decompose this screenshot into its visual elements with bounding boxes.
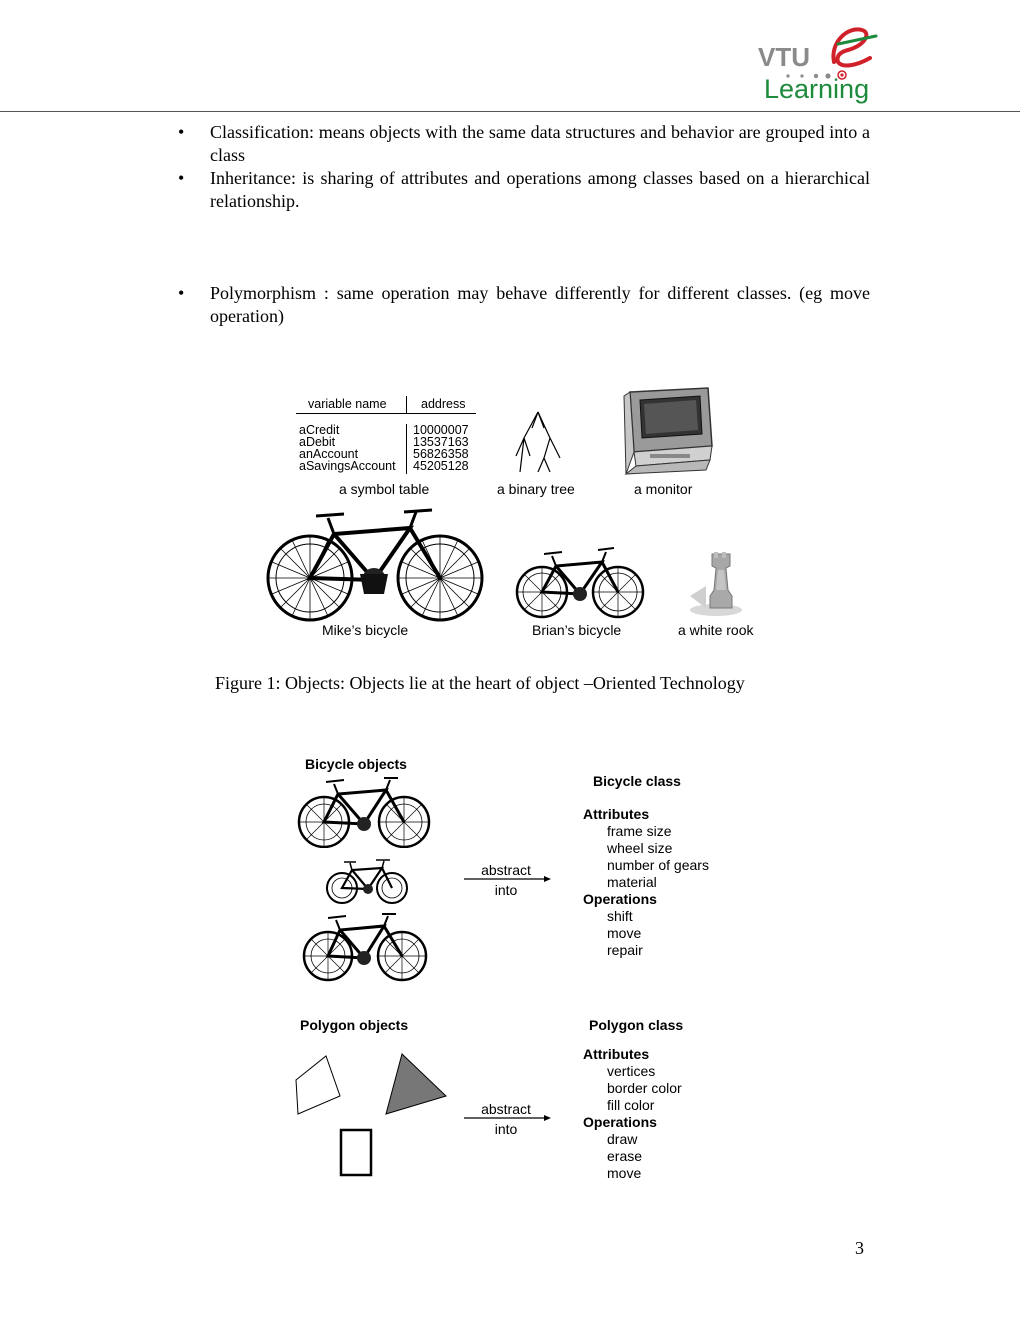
bicycle-object-icon: [294, 776, 436, 848]
polygon-operations-label: Operations: [583, 1114, 657, 1130]
label-white-rook: a white rook: [678, 622, 754, 638]
triangle-shape: [386, 1054, 446, 1114]
symbol-table-cell: 45205128: [413, 459, 469, 473]
polygon-objects-icon: [292, 1050, 452, 1180]
polygon-arrow-icon: [464, 1113, 552, 1123]
label-symbol-table: a symbol table: [339, 481, 430, 497]
polygon-objects-title: Polygon objects: [300, 1017, 409, 1033]
header-divider: [0, 111, 1020, 112]
symbol-table-addresses: [413, 424, 469, 472]
bullet-text: Inheritance: is sharing of attributes and operations among classes based on a hierarchical relationship.: [210, 168, 870, 211]
bicycle-attribute: wheel size: [607, 840, 673, 856]
label-binary-tree: a binary tree: [497, 481, 575, 497]
symbol-table-header-address: address: [421, 397, 466, 411]
symbol-table-cell: 10000007: [413, 423, 469, 437]
bullet-marker: •: [178, 283, 185, 303]
symbol-table-cell: aCredit: [299, 423, 340, 437]
polygon-operation: draw: [607, 1131, 638, 1147]
vtu-elearning-logo: [752, 22, 880, 106]
quadrilateral-shape: [296, 1056, 340, 1114]
bullet-inheritance: [178, 167, 870, 213]
symbol-table-cell: aSavingsAccount: [299, 459, 396, 473]
page-number: 3: [855, 1238, 864, 1258]
bicycle-arrow-icon: [464, 874, 552, 884]
bicycle-attribute: frame size: [607, 823, 672, 839]
bullet-marker: •: [178, 168, 185, 188]
arrow-label-top: abstract: [481, 1101, 531, 1117]
polygon-operation: erase: [607, 1148, 643, 1164]
symbol-table-cell: 13537163: [413, 435, 469, 449]
bicycle-class-block: [583, 806, 709, 959]
binary-tree-icon: [512, 408, 564, 474]
bullet-text: Polymorphism : same operation may behave differently for different classes. (eg move operation): [210, 283, 870, 326]
bicycle-attributes-label: Attributes: [583, 806, 650, 822]
polygon-attributes-label: Attributes: [583, 1046, 650, 1062]
logo-learning-text: Learning: [764, 74, 870, 104]
symbol-table-cell: aDebit: [299, 435, 336, 449]
polygon-attribute: vertices: [607, 1063, 656, 1079]
bicycle-operation: shift: [607, 908, 633, 924]
bicycle-object-icon: [324, 858, 410, 904]
mikes-bicycle-icon: [264, 504, 486, 622]
logo-e-swoosh-icon: [833, 29, 870, 65]
bicycle-operation: move: [607, 925, 642, 941]
bicycle-operations-label: Operations: [583, 891, 657, 907]
logo-vtu-text: VTU: [758, 42, 810, 72]
arrow-label-bottom: into: [494, 1121, 518, 1137]
bicycle-attribute: number of gears: [607, 857, 709, 873]
symbol-table-cell: 56826358: [413, 447, 469, 461]
symbol-table: [296, 396, 476, 474]
figure-1-caption: Figure 1: Objects: Objects lie at the heart of object –Oriented Technology: [215, 673, 745, 693]
label-monitor: a monitor: [634, 481, 693, 497]
bicycle-operation: repair: [607, 942, 643, 958]
polygon-class-block: [583, 1046, 682, 1182]
arrow-label-top: abstract: [481, 862, 531, 878]
polygon-attribute: fill color: [607, 1097, 655, 1113]
polygon-operation: move: [607, 1165, 642, 1181]
symbol-table-header-name: variable name: [308, 397, 387, 411]
white-rook-icon: [686, 550, 750, 618]
arrow-label-bottom: into: [494, 882, 518, 898]
bullet-polymorphism: [178, 282, 870, 328]
bullet-classification: [178, 121, 870, 167]
polygon-attribute: border color: [607, 1080, 682, 1096]
bullet-marker: •: [178, 122, 185, 142]
label-brians-bicycle: Brian’s bicycle: [532, 622, 622, 638]
bicycle-objects-title: Bicycle objects: [305, 756, 407, 772]
bicycle-attribute: material: [607, 874, 657, 890]
rectangle-shape: [341, 1130, 371, 1175]
symbol-table-names: [299, 424, 396, 472]
label-mikes-bicycle: Mike’s bicycle: [322, 622, 409, 638]
brians-bicycle-icon: [514, 546, 646, 620]
monitor-icon: [620, 386, 716, 478]
bicycle-class-title: Bicycle class: [593, 773, 681, 789]
bullet-text: Classification: means objects with the same data structures and behavior are grouped into a class: [210, 122, 870, 165]
symbol-table-cell: anAccount: [299, 447, 359, 461]
bicycle-object-icon: [300, 912, 430, 982]
polygon-class-title: Polygon class: [589, 1017, 684, 1033]
